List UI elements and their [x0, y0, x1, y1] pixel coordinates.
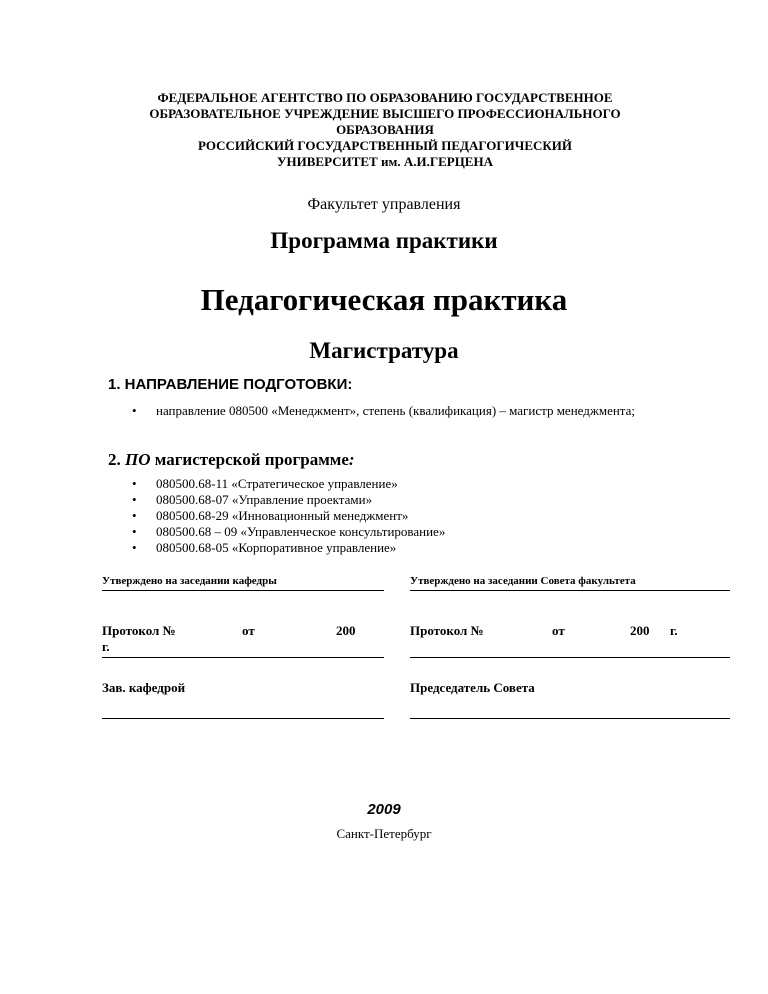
- from-label: от: [552, 623, 565, 638]
- department-head-label: Зав. кафедрой: [102, 680, 186, 695]
- year-label: 200: [336, 623, 356, 638]
- document-city: Санкт-Петербург: [336, 826, 432, 841]
- section2-heading-text: магистерской программе: [150, 450, 349, 469]
- header-line: ОБРАЗОВАТЕЛЬНОЕ УЧРЕЖДЕНИЕ ВЫСШЕГО ПРОФЕССИОНАЛЬНОГО: [149, 106, 621, 121]
- section2-heading: [108, 450, 355, 470]
- list-item: • 080500.68-11 «Стратегическое управление»: [132, 476, 692, 492]
- council-head-row: [410, 678, 730, 719]
- council-approval-heading: Утверждено на заседании Совета факультета: [410, 575, 730, 591]
- year-suffix: г.: [102, 639, 110, 654]
- protocol-label: Протокол №: [410, 623, 484, 638]
- council-protocol-row: [410, 609, 730, 658]
- program-title: Программа практики: [270, 228, 498, 253]
- year-suffix: г.: [670, 623, 678, 638]
- section2-emphasis: ПО: [125, 450, 151, 469]
- department-approval-heading: Утверждено на заседании кафедры: [102, 575, 384, 591]
- section1-list: [132, 403, 652, 419]
- header-line: РОССИЙСКИЙ ГОСУДАРСТВЕННЫЙ ПЕДАГОГИЧЕСКИЙ: [197, 138, 573, 153]
- section2-colon: :: [348, 450, 355, 469]
- institution-header: [100, 90, 670, 170]
- list-item: • 080500.68 – 09 «Управленческое консультирование»: [132, 524, 692, 540]
- list-item: • 080500.68-05 «Корпоративное управление»: [132, 540, 692, 556]
- practice-title: Педагогическая практика: [200, 282, 568, 317]
- list-item: • направление 080500 «Менеджмент», степень (квалификация) – магистр менеджмента;: [132, 403, 652, 419]
- list-item: • 080500.68-07 «Управление проектами»: [132, 492, 692, 508]
- degree-title: Магистратура: [309, 338, 459, 363]
- department-protocol-row: [102, 609, 384, 658]
- header-line: УНИВЕРСИТЕТ им. А.И.ГЕРЦЕНА: [277, 154, 493, 169]
- department-head-row: [102, 678, 384, 719]
- header-line: ОБРАЗОВАНИЯ: [336, 122, 434, 137]
- section1-heading: 1. НАПРАВЛЕНИЕ ПОДГОТОВКИ:: [108, 376, 353, 393]
- faculty-name: Факультет управления: [307, 196, 461, 213]
- year-label: 200: [630, 623, 650, 638]
- document-year: 2009: [367, 801, 401, 818]
- council-head-label: Председатель Совета: [410, 680, 535, 695]
- protocol-label: Протокол №: [102, 623, 176, 638]
- list-item: • 080500.68-29 «Инновационный менеджмент»: [132, 508, 692, 524]
- header-line: ФЕДЕРАЛЬНОЕ АГЕНТСТВО ПО ОБРАЗОВАНИЮ ГОСУДАРСТВЕННОЕ: [157, 90, 613, 105]
- department-approval: [102, 575, 384, 719]
- from-label: от: [242, 623, 255, 638]
- section2-number: 2.: [108, 450, 125, 469]
- council-approval: [410, 575, 730, 719]
- program-list: [132, 476, 692, 556]
